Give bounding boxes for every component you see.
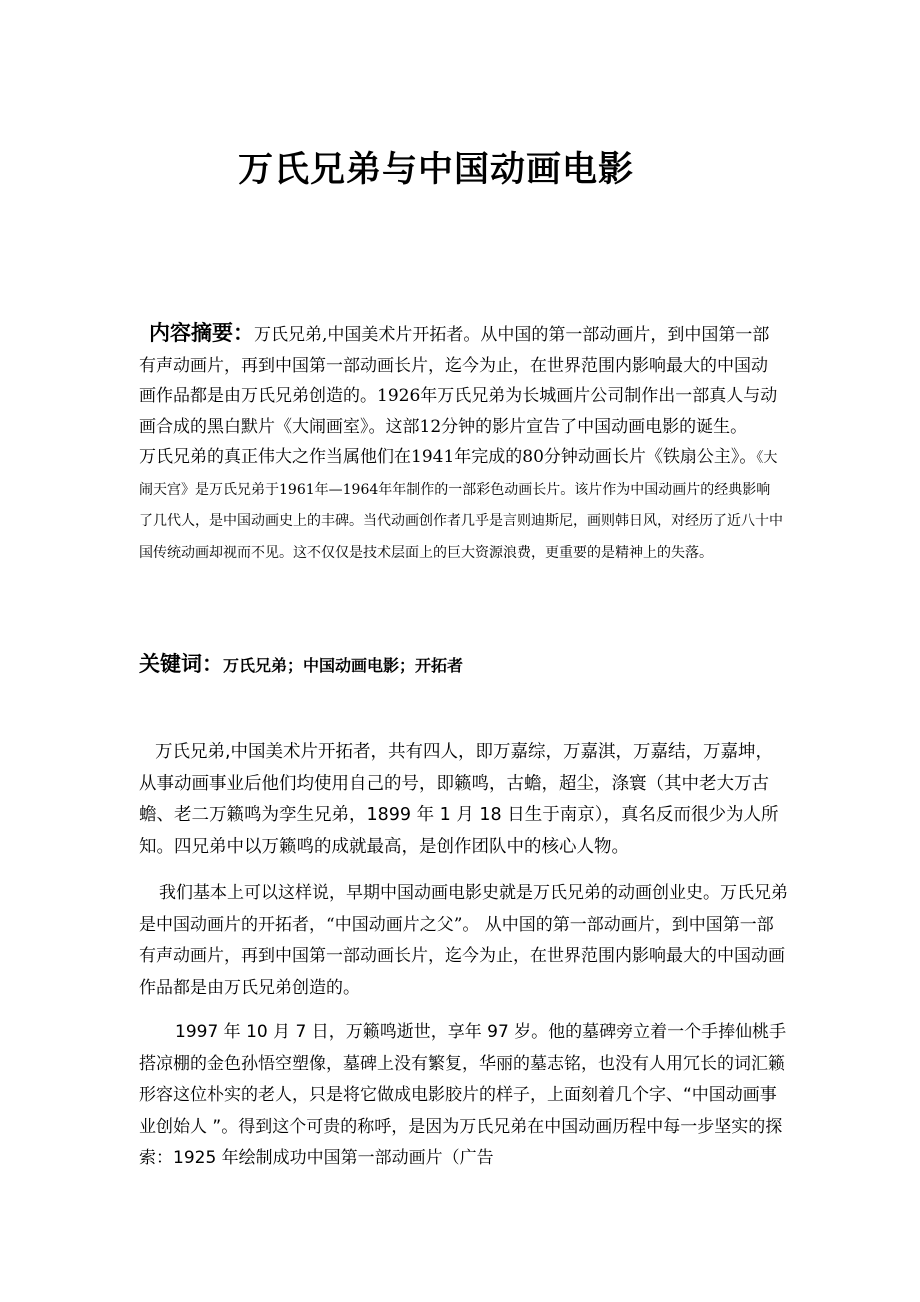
document-title: 万氏兄弟与中国动画电影 xyxy=(238,150,635,190)
keywords-label: 关键词： xyxy=(139,652,223,676)
keywords xyxy=(139,648,784,678)
body-paragraph-3: 1997 年 10 月 7 日，万籁鸣逝世，享年 97 岁。他的墓碑旁立着一个手捧仙桃手搭凉棚的金色孙悟空塑像，墓碑上没有繁复，华丽的墓志铭，也没有人用冗长的词汇籁形容这位朴实的老人，只是将它做成电影胶片的样子，上面刻着几个字、“中国动画事业创始人 ”。得到这个可贵的称呼，是因为万氏兄弟在中国动画历程中每一步坚实的探索：1925 年绘制成功中国第一部动画片（广告 xyxy=(139,1022,787,1168)
abstract-text-small: 《大闹天宫》是万氏兄弟于1961年—1964年年制作的一部彩色动画长片。该片作为中国动画片的经典影响了几代人，是中国动画史上的丰碑。当代动画创作者几乎是言则迪斯尼，画则韩日风，对经历了近八十中国传统动画却视而不见。这不仅仅是技术层面上的巨大资源浪费，更重要的是精神上的失落。 xyxy=(139,450,783,561)
abstract xyxy=(139,318,784,568)
body-paragraph-1: 万氏兄弟,中国美术片开拓者，共有四人，即万嘉综，万嘉淇，万嘉结，万嘉坤，从事动画事业后他们均使用自己的号，即籁鸣，古蟾，超尘，涤寰（其中老大万古蟾、老二万籁鸣为孪生兄弟，1899 年 1 月 18 日生于南京），真名反而很少为人所知。四兄弟中以万籁鸣的成就最高，是创作团队中的核心人物。 xyxy=(139,742,779,857)
body-paragraph-2: 我们基本上可以这样说，早期中国动画电影史就是万氏兄弟的动画创业史。万氏兄弟是中国动画片的开拓者，“中国动画片之父”。 从中国的第一部动画片，到中国第一部有声动画片，再到中国第一部动画长片，迄今为止，在世界范围内影响最大的中国动画作品都是由万氏兄弟创造的。 xyxy=(139,883,788,998)
abstract-label: 内容摘要： xyxy=(149,321,254,345)
abstract-text-main: 万氏兄弟,中国美术片开拓者。从中国的第一部动画片，到中国第一部有声动画片，再到中国第一部动画长片，迄今为止，在世界范围内影响最大的中国动画作品都是由万氏兄弟创造的。1926年万氏兄弟为长城画片公司制作出一部真人与动画合成的黑白默片《大闹画室》。这部12分钟的影片宣告了中国动画电影的诞生。 万氏兄弟的真正伟大之作当属他们在1941年完成的80分钟动画长片《铁扇公主》。 xyxy=(139,325,778,467)
keywords-items: 万氏兄弟；中国动画电影；开拓者 xyxy=(223,656,464,675)
